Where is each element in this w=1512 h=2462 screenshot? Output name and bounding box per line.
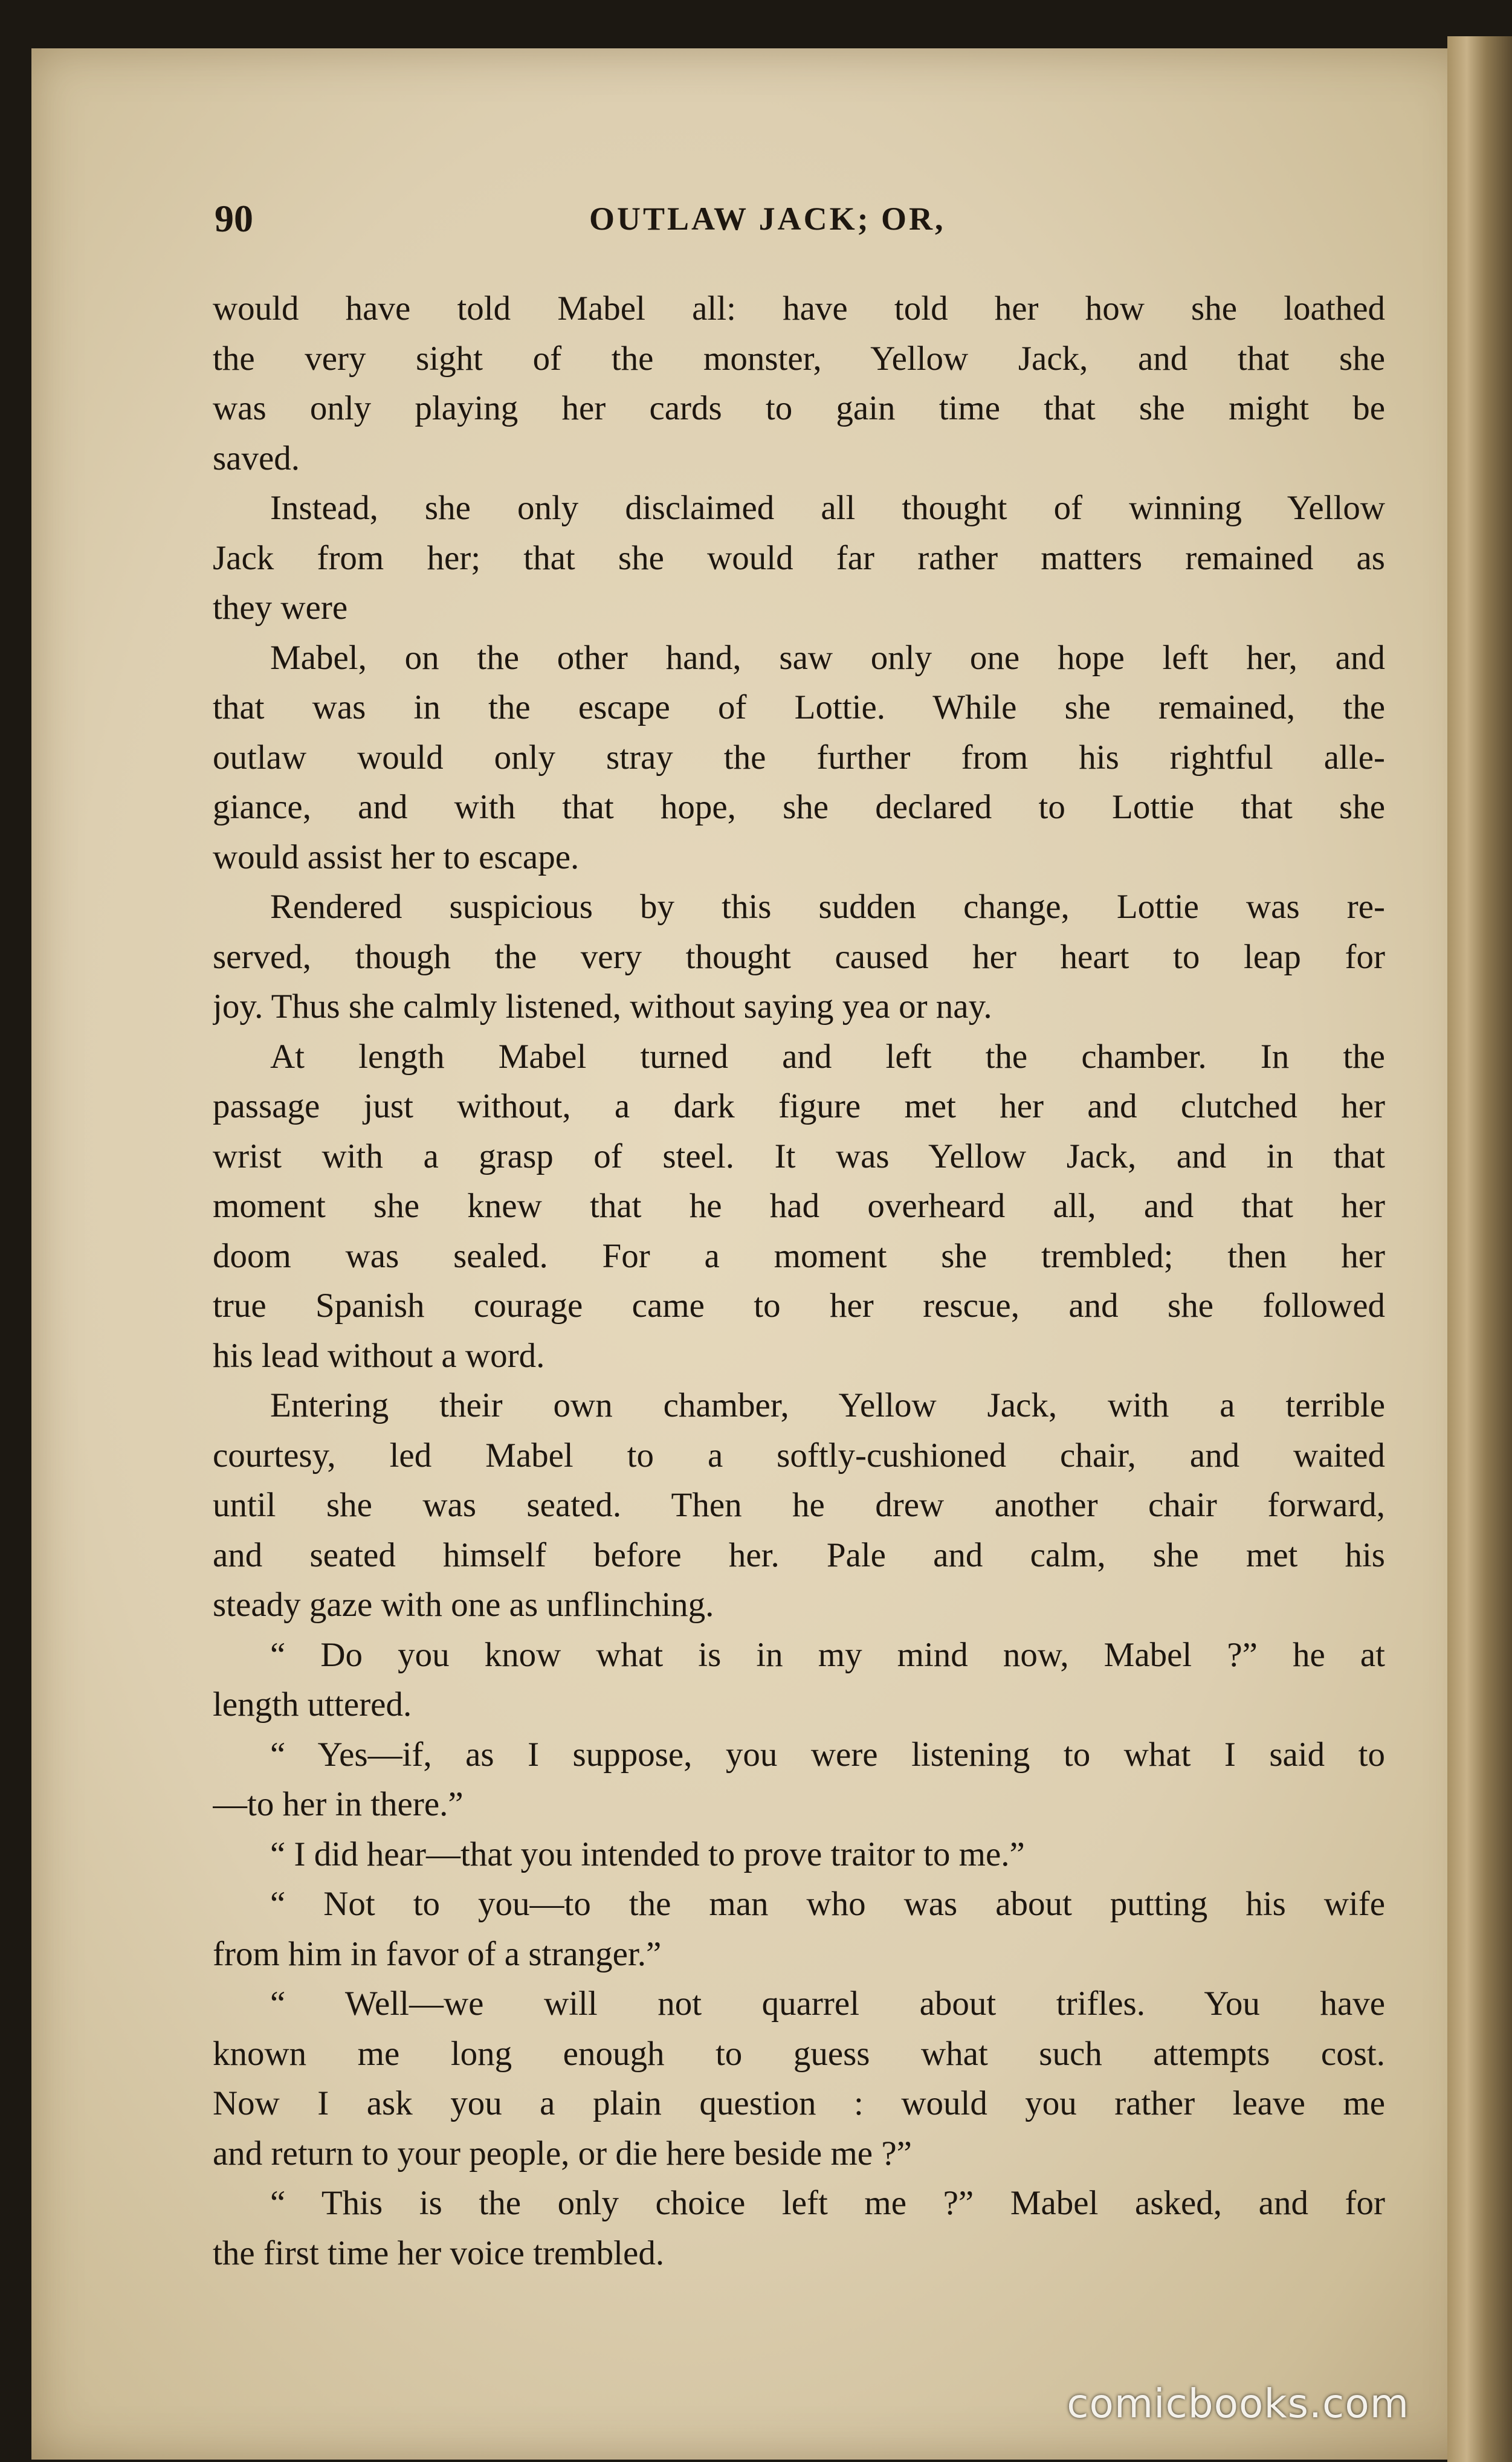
text-line: that was in the escape of Lottie. While she remained, the bbox=[213, 688, 1385, 726]
text-line: served, though the very thought caused her heart to leap for bbox=[213, 937, 1385, 976]
text-line: the first time her voice trembled. bbox=[213, 2234, 665, 2272]
text-line: and seated himself before her. Pale and calm, she met his bbox=[213, 1536, 1385, 1574]
text-line: they were bbox=[213, 589, 348, 627]
text-line: moment she knew that he had overheard all, and that her bbox=[213, 1187, 1385, 1225]
text-line: the very sight of the monster, Yellow Jack, and that she bbox=[213, 339, 1385, 378]
text-line: doom was sealed. For a moment she trembled; then her bbox=[213, 1236, 1385, 1275]
text-line: known me long enough to guess what such attempts cost. bbox=[213, 2034, 1385, 2073]
text-line: At length Mabel turned and left the chamber. In the bbox=[270, 1037, 1385, 1076]
body-text bbox=[213, 284, 1385, 2278]
text-line: Mabel, on the other hand, saw only one hope left her, and bbox=[270, 638, 1385, 677]
text-line: —to her in there.” bbox=[213, 1785, 464, 1823]
text-line: steady gaze with one as unflinching. bbox=[213, 1586, 714, 1624]
text-line: “ Do you know what is in my mind now, Mabel ?” he at bbox=[270, 1635, 1385, 1674]
text-line: “ Yes—if, as I suppose, you were listening to what I said to bbox=[270, 1735, 1385, 1774]
running-head bbox=[215, 196, 1387, 251]
text-line: Jack from her; that she would far rather matters remained as bbox=[213, 538, 1385, 577]
running-title: OUTLAW JACK; OR, bbox=[589, 201, 946, 237]
text-line: joy. Thus she calmly listened, without saying yea or nay. bbox=[213, 987, 992, 1026]
text-line: “ Well—we will not quarrel about trifles. You have bbox=[270, 1985, 1385, 2023]
text-line: was only playing her cards to gain time that she might be bbox=[213, 389, 1385, 427]
text-line: Entering their own chamber, Yellow Jack, with a terrible bbox=[270, 1386, 1385, 1424]
page-edge bbox=[1447, 36, 1512, 2462]
text-line: Instead, she only disclaimed all thought of winning Yellow bbox=[270, 489, 1385, 527]
text-line: from him in favor of a stranger.” bbox=[213, 1934, 662, 1973]
text-line: would assist her to escape. bbox=[213, 838, 580, 876]
text-line: “ I did hear—that you intended to prove traitor to me.” bbox=[270, 1835, 1025, 1873]
text-line: his lead without a word. bbox=[213, 1336, 545, 1375]
text-line: length uttered. bbox=[213, 1685, 412, 1724]
text-line: wrist with a grasp of steel. It was Yellow Jack, and in that bbox=[213, 1137, 1385, 1175]
text-line: “ Not to you—to the man who was about putting his wife bbox=[270, 1885, 1385, 1923]
text-line: passage just without, a dark figure met her and clutched her bbox=[213, 1087, 1385, 1125]
page-number: 90 bbox=[215, 197, 253, 240]
text-line: Rendered suspicious by this sudden change, Lottie was re- bbox=[270, 888, 1385, 926]
text-line: and return to your people, or die here beside me ?” bbox=[213, 2134, 912, 2173]
text-line: courtesy, led Mabel to a softly-cushioned chair, and waited bbox=[213, 1436, 1385, 1475]
text-line: “ This is the only choice left me ?” Mabel asked, and for bbox=[270, 2184, 1385, 2222]
text-line: outlaw would only stray the further from his rightful alle- bbox=[213, 738, 1385, 777]
text-line: giance, and with that hope, she declared to Lottie that she bbox=[213, 788, 1385, 826]
text-line: Now I ask you a plain question : would you rather leave me bbox=[213, 2084, 1385, 2122]
text-line: until she was seated. Then he drew another chair forward, bbox=[213, 1486, 1385, 1524]
text-line: saved. bbox=[213, 439, 300, 477]
text-line: would have told Mabel all: have told her how she loathed bbox=[213, 289, 1385, 328]
text-line: true Spanish courage came to her rescue, and she followed bbox=[213, 1287, 1385, 1325]
watermark: comicbooks.com bbox=[1067, 2380, 1409, 2427]
